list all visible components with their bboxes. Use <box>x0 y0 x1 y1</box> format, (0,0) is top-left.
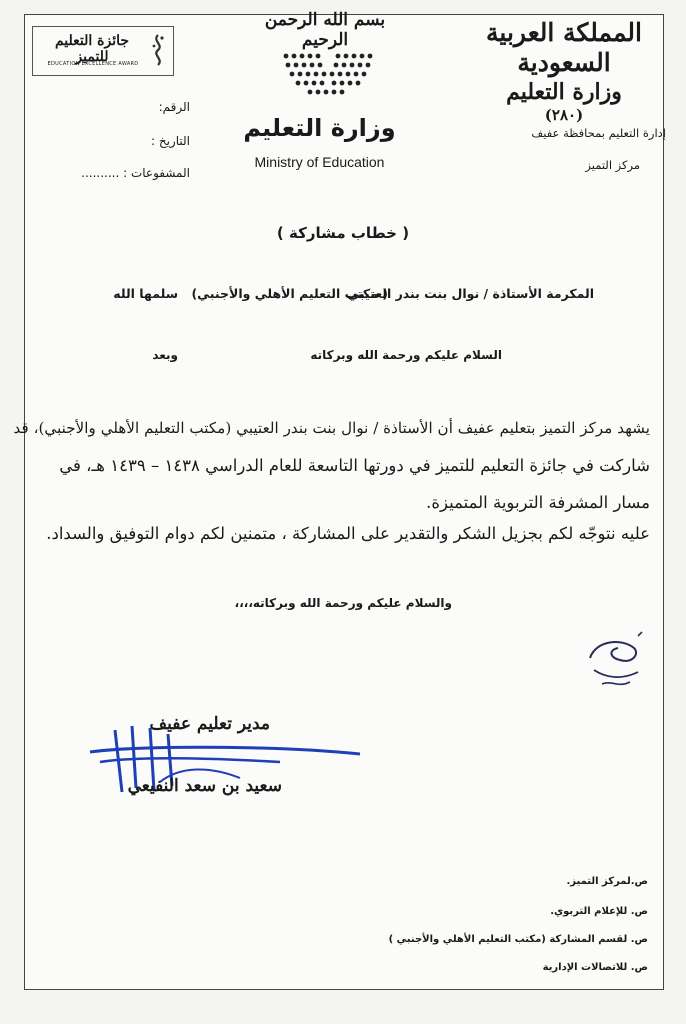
cc-item-2: ص. للإعلام التربوي. <box>550 906 648 917</box>
award-logo <box>32 26 174 76</box>
letter-title: ( خطاب مشاركة ) <box>276 224 410 242</box>
closing: والسلام عليكم ورحمة الله وبركاته،،،، <box>234 596 452 610</box>
signature-title: مدير تعليم عفيف <box>149 714 270 734</box>
cc-item-1: ص.لمركز التميز. <box>566 876 648 887</box>
cc-item-3: ص. لقسم المشاركة (مكتب التعليم الأهلي والأجنبي ) <box>388 934 648 945</box>
ministry-name-ar: وزارة التعليم <box>243 114 396 142</box>
ref-label: الرقم: <box>158 100 190 114</box>
salutation: السلام عليكم ورحمة الله وبركاته <box>310 348 502 362</box>
kingdom-ministry: وزارة التعليم <box>506 79 622 105</box>
cc-item-4: ص. للاتصالات الإدارية <box>542 962 648 973</box>
body-line-1: يشهد مركز التميز بتعليم عفيف أن الأستاذة / نوال بنت بندر العتيبي (مكتب التعليم الأهلي والأجنبي)، قد <box>13 419 650 437</box>
recipient-name: المكرمة الأستاذة / نوال بنت بندر العتيبي <box>347 286 594 301</box>
award-name-ar: جائزة التعليم للتميز <box>54 33 130 65</box>
body-line-2: شاركت في جائزة التعليم للتميز في دورتها التاسعة للعام الدراسي ١٤٣٨ – ١٤٣٩ هـ، في <box>59 456 650 475</box>
ministry-name-en: Ministry of Education <box>254 154 385 170</box>
body-line-4: عليه نتوجّه لكم بجزيل الشكر والتقدير على المشاركة ، متمنين لكم دوام التوفيق والسداد. <box>46 524 650 543</box>
attachments-label: المشفوعات : .......... <box>81 166 190 180</box>
recipient-greeting: سلمها الله <box>113 286 178 301</box>
kingdom-name-line2: السعودية <box>517 48 611 77</box>
kingdom-code: (٢٨٠) <box>544 106 584 124</box>
after-greeting: وبعد <box>152 348 178 362</box>
department-name: إدارة التعليم بمحافظة عفيف <box>531 126 666 140</box>
handwritten-stamp <box>582 630 650 692</box>
kingdom-header <box>464 18 664 124</box>
recipient-office: ( مكتب التعليم الأهلي والأجنبي) <box>191 286 388 301</box>
body-line-3: مسار المشرفة التربوية المتميزة. <box>426 493 650 512</box>
letter-body <box>13 410 650 547</box>
kingdom-name-line1: المملكة العربية <box>486 18 642 47</box>
award-name-en: EDUCATION EXCELLENCE AWARD <box>47 61 139 67</box>
basmala: بسم الله الرحمن الرحيم <box>264 10 386 50</box>
signature-name: سعيد بن سعد النفيعي <box>127 776 282 796</box>
center-name: مركز التميز <box>585 158 640 172</box>
date-label: التاريخ : <box>150 134 190 148</box>
award-emblem-icon <box>149 33 167 67</box>
ministry-logo-icon <box>280 50 376 96</box>
